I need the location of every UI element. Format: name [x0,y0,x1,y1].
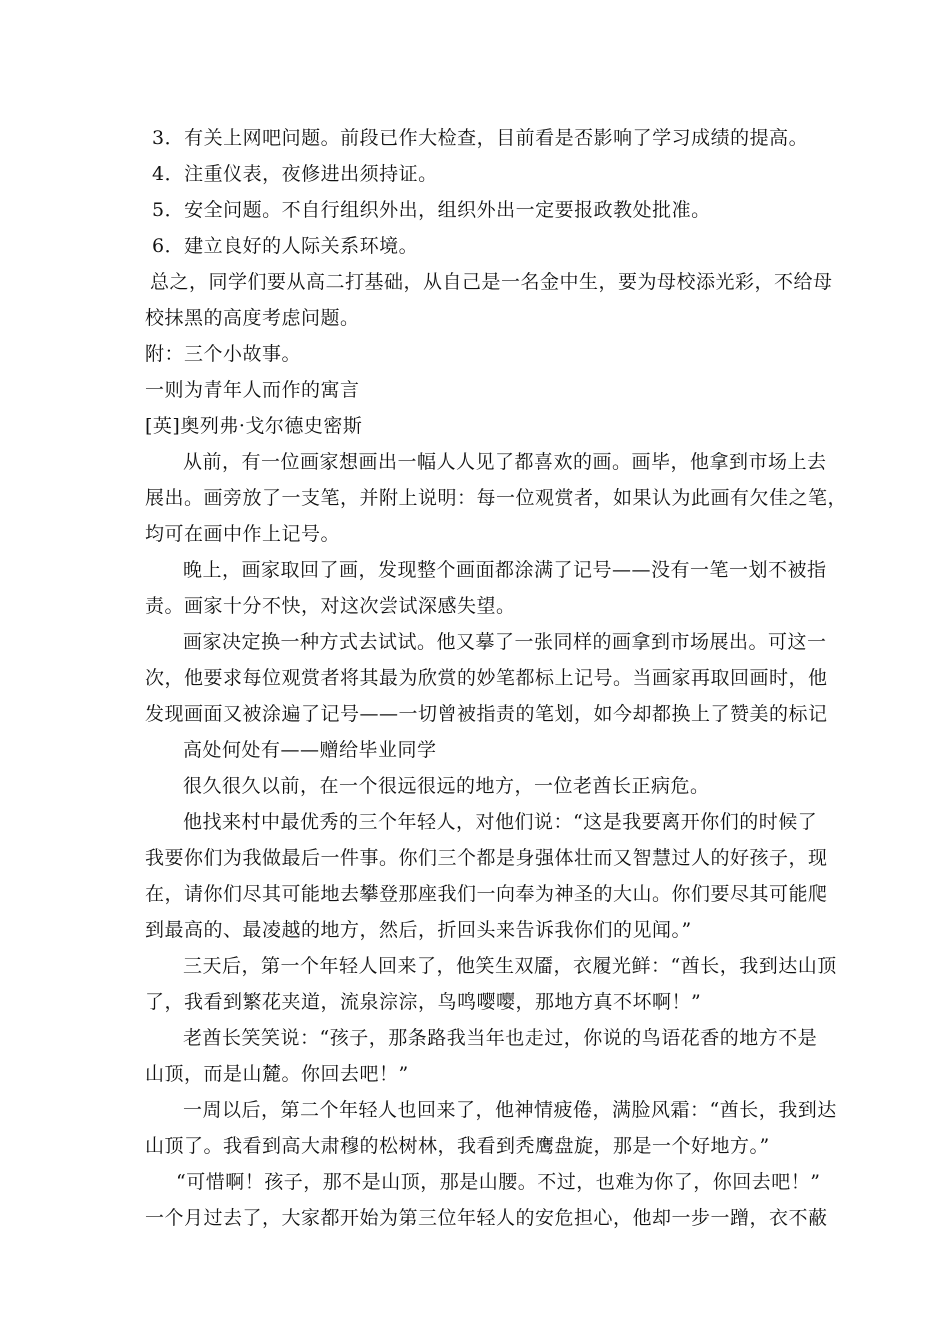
story-1-paragraph-3-line-3: 发现画面又被涂遍了记号——一切曾被指责的笔划，如今却都换上了赞美的标记 [145,703,828,725]
list-item-3: 3．有关上网吧问题。前段已作大检查，目前看是否影响了学习成绩的提高。 [152,127,809,149]
story-1-paragraph-1-line-1: 从前，有一位画家想画出一幅人人见了都喜欢的画。画毕，他拿到市场上去 [183,451,827,473]
story-2-paragraph-2-line-1: 他找来村中最优秀的三个年轻人，对他们说：“这是我要离开你们的时候了 [183,811,818,833]
story-2-paragraph-2-line-3: 在，请你们尽其可能地去攀登那座我们一向奉为神圣的大山。你们要尽其可能爬 [145,883,828,905]
story-2-paragraph-6: “可惜啊！孩子，那不是山顶，那是山腰。不过，也难为你了，你回去吧！” [176,1171,821,1193]
summary-line-1: 总之，同学们要从高二打基础，从自己是一名金中生，要为母校添光彩，不给母 [150,271,833,293]
story-1-paragraph-3-line-1: 画家决定换一种方式去试试。他又摹了一张同样的画拿到市场展出。可这一 [183,631,827,653]
summary-line-2: 校抹黑的高度考虑问题。 [145,307,360,329]
story-1-title: 一则为青年人而作的寓言 [145,379,360,401]
appendix-heading: 附：三个小故事。 [145,343,302,365]
story-2-title: 高处何处有——赠给毕业同学 [183,739,437,761]
story-2-paragraph-4-line-1: 老酋长笑笑说：“孩子，那条路我当年也走过，你说的鸟语花香的地方不是 [183,1027,818,1049]
story-2-paragraph-5-line-2: 山顶了。我看到高大肃穆的松树林，我看到秃鹰盘旋，那是一个好地方。” [145,1135,770,1157]
story-2-paragraph-3-line-1: 三天后，第一个年轻人回来了，他笑生双靥，衣履光鲜：“酋长，我到达山顶 [183,955,837,977]
story-1-author: [英]奥列弗·戈尔德史密斯 [145,415,363,437]
story-1-paragraph-2-line-2: 责。画家十分不快，对这次尝试深感失望。 [145,595,516,617]
story-2-paragraph-2-line-4: 到最高的、最凌越的地方，然后，折回头来告诉我你们的见闻。” [145,919,692,941]
list-item-4: 4．注重仪表，夜修进出须持证。 [152,163,438,185]
story-1-paragraph-2-line-1: 晚上，画家取回了画，发现整个画面都涂满了记号——没有一笔一划不被指 [183,559,827,581]
list-item-6: 6．建立良好的人际关系环境。 [152,235,419,257]
story-1-paragraph-1-line-2: 展出。画旁放了一支笔，并附上说明：每一位观赏者，如果认为此画有欠佳之笔， [145,487,848,509]
story-2-paragraph-1: 很久很久以前，在一个很远很远的地方，一位老酋长正病危。 [183,775,710,797]
story-2-paragraph-4-line-2: 山顶，而是山麓。你回去吧！” [145,1063,409,1085]
story-2-paragraph-7-line-1: 一个月过去了，大家都开始为第三位年轻人的安危担心，他却一步一蹭，衣不蔽 [145,1207,828,1229]
story-2-paragraph-3-line-2: 了，我看到繁花夹道，流泉淙淙，鸟鸣嘤嘤，那地方真不坏啊！” [145,991,702,1013]
story-1-paragraph-3-line-2: 次，他要求每位观赏者将其最为欣赏的妙笔都标上记号。当画家再取回画时，他 [145,667,828,689]
story-2-paragraph-2-line-2: 我要你们为我做最后一件事。你们三个都是身强体壮而又智慧过人的好孩子，现 [145,847,828,869]
list-item-5: 5．安全问题。不自行组织外出，组织外出一定要报政教处批准。 [152,199,711,221]
story-2-paragraph-5-line-1: 一周以后，第二个年轻人也回来了，他神情疲倦，满脸风霜：“酋长，我到达 [183,1099,837,1121]
story-1-paragraph-1-line-3: 均可在画中作上记号。 [145,523,341,545]
